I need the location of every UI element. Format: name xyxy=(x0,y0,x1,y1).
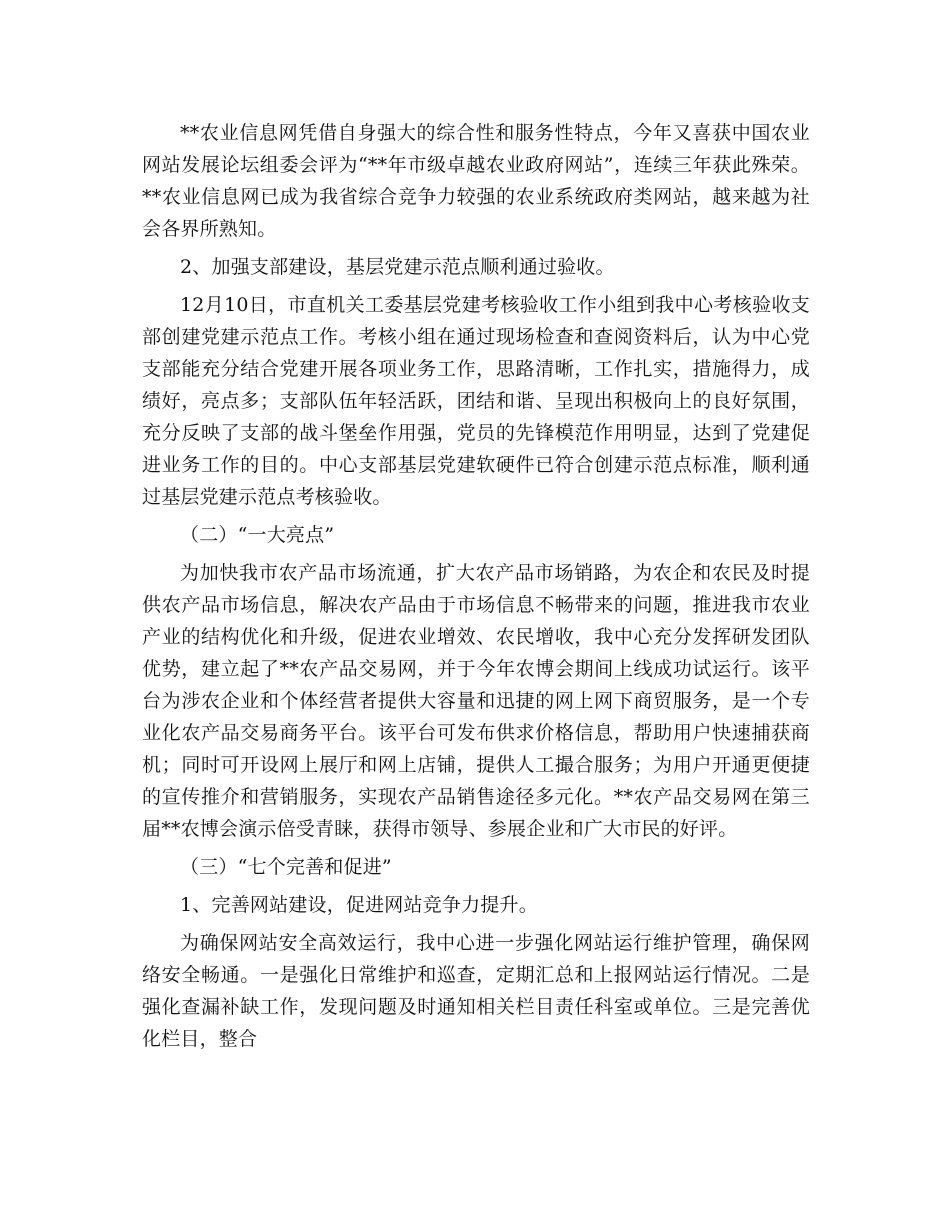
section-heading-highlight: （二）“一大亮点” xyxy=(180,524,335,546)
section-item-website-building: 1、完善网站建设，促进网站竞争力提升。 xyxy=(180,894,538,916)
paragraph-party-inspection: 12月10日，市直机关工委基层党建考核验收工作小组到我中心考核验收支部创建党建示范点工作。考核小组在通过现场检查和查阅资料后，认为中心党支部能充分结合党建开展各项业务工作，思路清晰，工作扎实，措施得力，成绩好，亮点多；支部队伍年轻活跃，团结和谐、呈现出积极向上的良好氛围，充分反映了支部的战斗堡垒作用强，党员的先锋模范作用明显，达到了党建促进业务工作的目的。中心支部基层党建软硬件已符合创建示范点标准，顺利通过基层党建示范点考核验收。 xyxy=(142,294,810,508)
paragraph-website-maintenance: 为确保网站安全高效运行，我中心进一步强化网站运行维护管理，确保网络安全畅通。一是强化日常维护和巡查，定期汇总和上报网站运行情况。二是强化查漏补缺工作，发现问题及时通知相关栏目责任科室或单位。三是完善优化栏目，整合 xyxy=(142,932,810,1050)
section-heading-seven-improvements: （三）“七个完善和促进” xyxy=(180,856,392,878)
paragraph-trade-platform: 为加快我市农产品市场流通，扩大农产品市场销路，为农企和农民及时提供农产品市场信息，解决农产品由于市场信息不畅带来的问题，推进我市农业产业的结构优化和升级，促进农业增效、农民增收，我中心充分发挥研发团队优势，建立起了**农产品交易网，并于今年农博会期间上线成功试运行。该平台为涉农企业和个体经营者提供大容量和迅捷的网上网下商贸服务，是一个专业化农产品交易商务平台。该平台可发布供求价格信息，帮助用户快速捕获商机；同时可开设网上展厅和网上店铺，提供人工撮合服务；为用户开通更便捷的宣传推介和营销服务，实现农产品销售途径多元化。**农产品交易网在第三届**农博会演示倍受青睐，获得市领导、参展企业和广大市民的好评。 xyxy=(142,562,810,840)
paragraph-website-award: **农业信息网凭借自身强大的综合性和服务性特点，今年又喜获中国农业网站发展论坛组委会评为“**年市级卓越农业政府网站”，连续三年获此殊荣。**农业信息网已成为我省综合竞争力较强的农业系统政府类网站，越来越为社会各界所熟知。 xyxy=(142,122,810,240)
document-body xyxy=(142,117,810,1061)
section-item-party-branch: 2、加强支部建设，基层党建示范点顺利通过验收。 xyxy=(180,256,615,278)
